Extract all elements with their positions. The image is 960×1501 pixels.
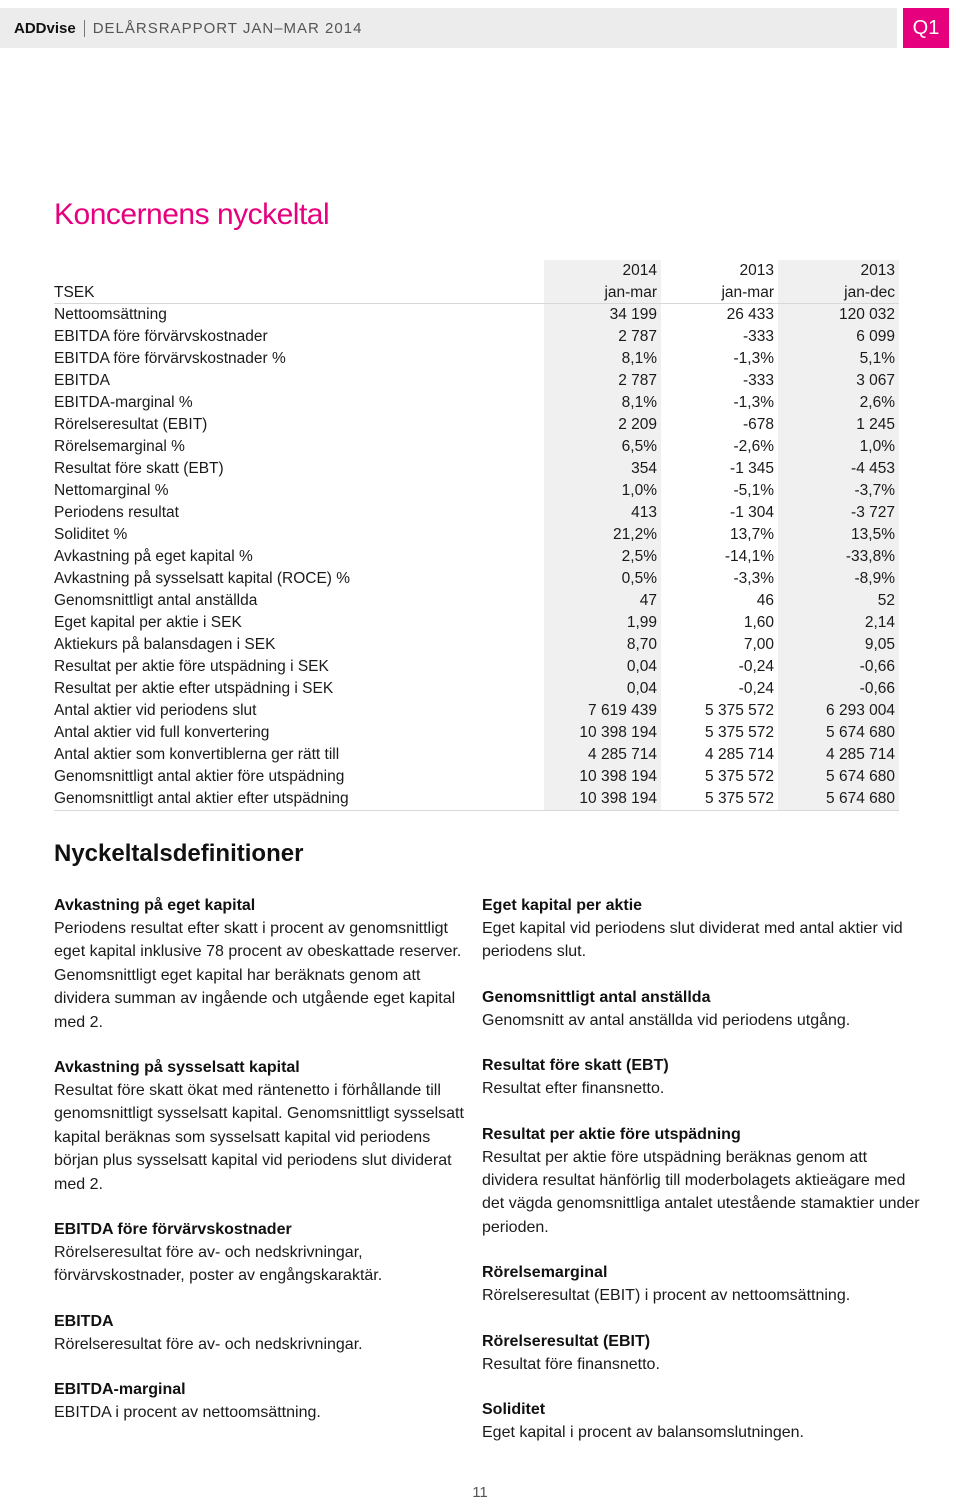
definition-item xyxy=(482,895,922,964)
column-header: jan-mar xyxy=(544,282,661,304)
row-label: Antal aktier vid full konvertering xyxy=(54,724,270,741)
definition-item xyxy=(482,1262,922,1307)
definition-text: Periodens resultat efter skatt i procent av genomsnittligt eget kapital inklusive 78 procent av obeskattade reserver. Genomsnittligt eget kapital har beräknats genom att dividera summan av ingående och utgående eget kapital med 2. xyxy=(54,920,462,1031)
row-label: Resultat före skatt (EBT) xyxy=(54,460,224,477)
row-label: Avkastning på eget kapital % xyxy=(54,548,253,565)
table-cell: 1 245 xyxy=(856,416,895,433)
definition-item xyxy=(482,987,922,1032)
table-cell: -0,24 xyxy=(738,680,774,697)
table-cell: 8,1% xyxy=(621,350,657,367)
table-cell: -3,3% xyxy=(733,570,774,587)
row-label: Nettomarginal % xyxy=(54,482,169,499)
table-cell: 7,00 xyxy=(743,636,774,653)
brand-name: ADDvise xyxy=(14,19,76,37)
table-cell: -4 453 xyxy=(851,460,895,477)
definition-term: Avkastning på sysselsatt kapital xyxy=(54,1059,300,1077)
table-cell: -678 xyxy=(742,416,774,433)
header-label xyxy=(54,260,544,282)
table-cell: 10 398 194 xyxy=(579,790,657,807)
column-header: 2013 xyxy=(860,262,895,279)
row-label: Nettoomsättning xyxy=(54,306,167,323)
table-cell: 4 285 714 xyxy=(588,746,657,763)
definition-text: Genomsnitt av antal anställda vid periodens utgång. xyxy=(482,1011,851,1029)
table-cell: -8,9% xyxy=(854,570,895,587)
column-header: jan-mar xyxy=(661,282,778,304)
row-label: Rörelseresultat (EBIT) xyxy=(54,416,208,433)
table-cell: 2 787 xyxy=(618,372,657,389)
page-number: 11 xyxy=(472,1484,488,1501)
table-cell: 2,5% xyxy=(621,548,657,565)
table-cell: -0,66 xyxy=(859,658,895,675)
table-cell: 6,5% xyxy=(621,438,657,455)
table-cell: -2,6% xyxy=(733,438,774,455)
row-label: Soliditet % xyxy=(54,526,128,543)
row-label: EBITDA xyxy=(54,372,110,389)
table-cell: 5 674 680 xyxy=(826,768,895,785)
definitions-left-column xyxy=(54,895,466,1448)
table-bottom-rule xyxy=(54,810,899,811)
table-cell: 2,6% xyxy=(859,394,895,411)
definition-item xyxy=(482,1399,922,1444)
key-figures-table xyxy=(54,260,899,811)
row-label: Genomsnittligt antal anställda xyxy=(54,592,258,609)
definition-text: EBITDA i procent av nettoomsättning. xyxy=(54,1404,321,1422)
table-cell: 6 293 004 xyxy=(826,702,895,719)
table-cell: 5 375 572 xyxy=(705,768,774,785)
table-cell: -33,8% xyxy=(845,548,895,565)
table-cell: 413 xyxy=(631,504,657,521)
row-label: Periodens resultat xyxy=(54,504,179,521)
definition-text: Resultat före finansnetto. xyxy=(482,1355,660,1373)
row-label: Antal aktier vid periodens slut xyxy=(54,702,257,719)
column-header: jan-dec xyxy=(778,282,899,304)
row-label: Aktiekurs på balansdagen i SEK xyxy=(54,636,276,653)
column-header: 2014 xyxy=(622,262,657,279)
row-label: EBITDA före förvärvskostnader xyxy=(54,328,268,345)
definition-term: EBITDA xyxy=(54,1312,114,1330)
definition-text: Resultat efter finansnetto. xyxy=(482,1080,665,1098)
table-cell: 0,5% xyxy=(621,570,657,587)
definition-item xyxy=(54,895,466,1034)
report-header xyxy=(0,8,897,48)
table-cell: -1 345 xyxy=(730,460,774,477)
row-label: Antal aktier som konvertiblerna ger rätt till xyxy=(54,746,340,763)
table-cell: 354 xyxy=(631,460,657,477)
row-label: Avkastning på sysselsatt kapital (ROCE) % xyxy=(54,570,351,587)
table-cell: -5,1% xyxy=(733,482,774,499)
table-cell: -1,3% xyxy=(733,350,774,367)
table-cell: 21,2% xyxy=(613,526,657,543)
table-cell: -333 xyxy=(742,372,774,389)
definition-item xyxy=(54,1311,466,1356)
table-cell: 46 xyxy=(756,592,774,609)
table-cell: -14,1% xyxy=(724,548,774,565)
definition-term: EBITDA före förvärvskostnader xyxy=(54,1221,292,1239)
table-cell: 4 285 714 xyxy=(705,746,774,763)
definition-item xyxy=(482,1124,922,1240)
table-cell: 120 032 xyxy=(838,306,895,323)
table-cell: 1,0% xyxy=(621,482,657,499)
definition-term: Resultat före skatt (EBT) xyxy=(482,1057,669,1075)
definition-text: Rörelseresultat före av- och nedskrivningar, förvärvskostnader, poster av engångskaraktär. xyxy=(54,1244,383,1285)
table-cell: 7 619 439 xyxy=(588,702,657,719)
definition-term: EBITDA-marginal xyxy=(54,1381,186,1399)
table-cell: -0,24 xyxy=(738,658,774,675)
table-cell: 5 375 572 xyxy=(705,702,774,719)
table-cell: 34 199 xyxy=(609,306,657,323)
row-label: Genomsnittligt antal aktier efter utspädning xyxy=(54,790,349,807)
definition-item xyxy=(54,1057,466,1196)
table-cell: 9,05 xyxy=(864,636,895,653)
table-cell: 5 375 572 xyxy=(705,724,774,741)
table-cell: 13,5% xyxy=(851,526,895,543)
column-header: 2013 xyxy=(739,262,774,279)
table-cell: 3 067 xyxy=(856,372,895,389)
definition-text: Eget kapital i procent av balansomslutningen. xyxy=(482,1424,804,1442)
table-cell: -1,3% xyxy=(733,394,774,411)
header-label: TSEK xyxy=(54,282,544,304)
table-cell: 1,99 xyxy=(626,614,657,631)
definition-term: Eget kapital per aktie xyxy=(482,897,643,914)
row-label: Resultat per aktie efter utspädning i SEK xyxy=(54,680,334,697)
row-label: EBITDA-marginal % xyxy=(54,394,193,411)
table-cell: 8,70 xyxy=(626,636,657,653)
table-cell: -333 xyxy=(742,328,774,345)
definition-text: Resultat per aktie före utspädning beräknas genom att dividera resultat hänförlig till moderbolagets aktieägare med det vägda genomsnittliga antalet utestående stamaktier under perioden. xyxy=(482,1148,920,1236)
table-cell: 52 xyxy=(877,592,895,609)
report-title: DELÅRSRAPPORT JAN–MAR 2014 xyxy=(92,19,363,37)
row-label: Resultat per aktie före utspädning i SEK xyxy=(54,658,329,675)
table-cell: 1,60 xyxy=(743,614,774,631)
table-cell: 8,1% xyxy=(621,394,657,411)
definition-text: Rörelseresultat (EBIT) i procent av nettoomsättning. xyxy=(482,1287,851,1305)
definition-term: Soliditet xyxy=(482,1401,546,1419)
table-cell: 2 787 xyxy=(618,328,657,345)
table-cell: 5,1% xyxy=(859,350,895,367)
definitions-heading: Nyckeltalsdefinitioner xyxy=(54,840,304,867)
quarter-tag: Q1 xyxy=(903,8,949,48)
row-label: EBITDA före förvärvskostnader % xyxy=(54,350,286,367)
definition-term: Avkastning på eget kapital xyxy=(54,897,256,914)
table-cell: 26 433 xyxy=(726,306,774,323)
table-cell: 2 209 xyxy=(618,416,657,433)
table-cell: 0,04 xyxy=(626,658,657,675)
table-cell: -1 304 xyxy=(730,504,774,521)
header-divider xyxy=(84,20,85,37)
table-cell: -0,66 xyxy=(859,680,895,697)
definition-item xyxy=(482,1331,922,1376)
table-cell: -3 727 xyxy=(851,504,895,521)
definition-term: Resultat per aktie före utspädning xyxy=(482,1125,741,1143)
table-cell: 5 674 680 xyxy=(826,724,895,741)
table-cell: 47 xyxy=(639,592,657,609)
page-title: Koncernens nyckeltal xyxy=(54,198,330,231)
definition-term: Rörelsemarginal xyxy=(482,1264,608,1282)
table-cell: 13,7% xyxy=(730,526,774,543)
table-cell: -3,7% xyxy=(854,482,895,499)
table-cell: 5 375 572 xyxy=(705,790,774,807)
table-cell: 5 674 680 xyxy=(826,790,895,807)
table-cell: 1,0% xyxy=(859,438,895,455)
table-cell: 6 099 xyxy=(856,328,895,345)
definition-text: Rörelseresultat före av- och nedskrivningar. xyxy=(54,1335,363,1353)
table-cell: 2,14 xyxy=(864,614,895,631)
row-label: Genomsnittligt antal aktier före utspädning xyxy=(54,768,345,785)
definition-text: Resultat före skatt ökat med räntenetto i förhållande till genomsnittligt sysselsatt kapital. Genomsnittligt sysselsatt kapital beräknas som sysselsatt kapital vid periodens början plus sysselsatt kapital vid periodens slut dividerat med 2. xyxy=(54,1082,464,1193)
row-label: Eget kapital per aktie i SEK xyxy=(54,614,242,631)
table-cell: 10 398 194 xyxy=(579,724,657,741)
definition-term: Rörelseresultat (EBIT) xyxy=(482,1332,651,1350)
definition-text: Eget kapital vid periodens slut dividerat med antal aktier vid periodens slut. xyxy=(482,920,903,961)
row-label: Rörelsemarginal % xyxy=(54,438,185,455)
table-cell: 4 285 714 xyxy=(826,746,895,763)
definition-term: Genomsnittligt antal anställda xyxy=(482,988,711,1006)
table-cell: 0,04 xyxy=(626,680,657,697)
definition-item xyxy=(54,1219,466,1288)
definition-item xyxy=(482,1055,922,1100)
definition-item xyxy=(54,1379,466,1424)
key-figures-grid xyxy=(54,260,899,810)
table-cell: 10 398 194 xyxy=(579,768,657,785)
definitions-right-column xyxy=(482,895,922,1467)
